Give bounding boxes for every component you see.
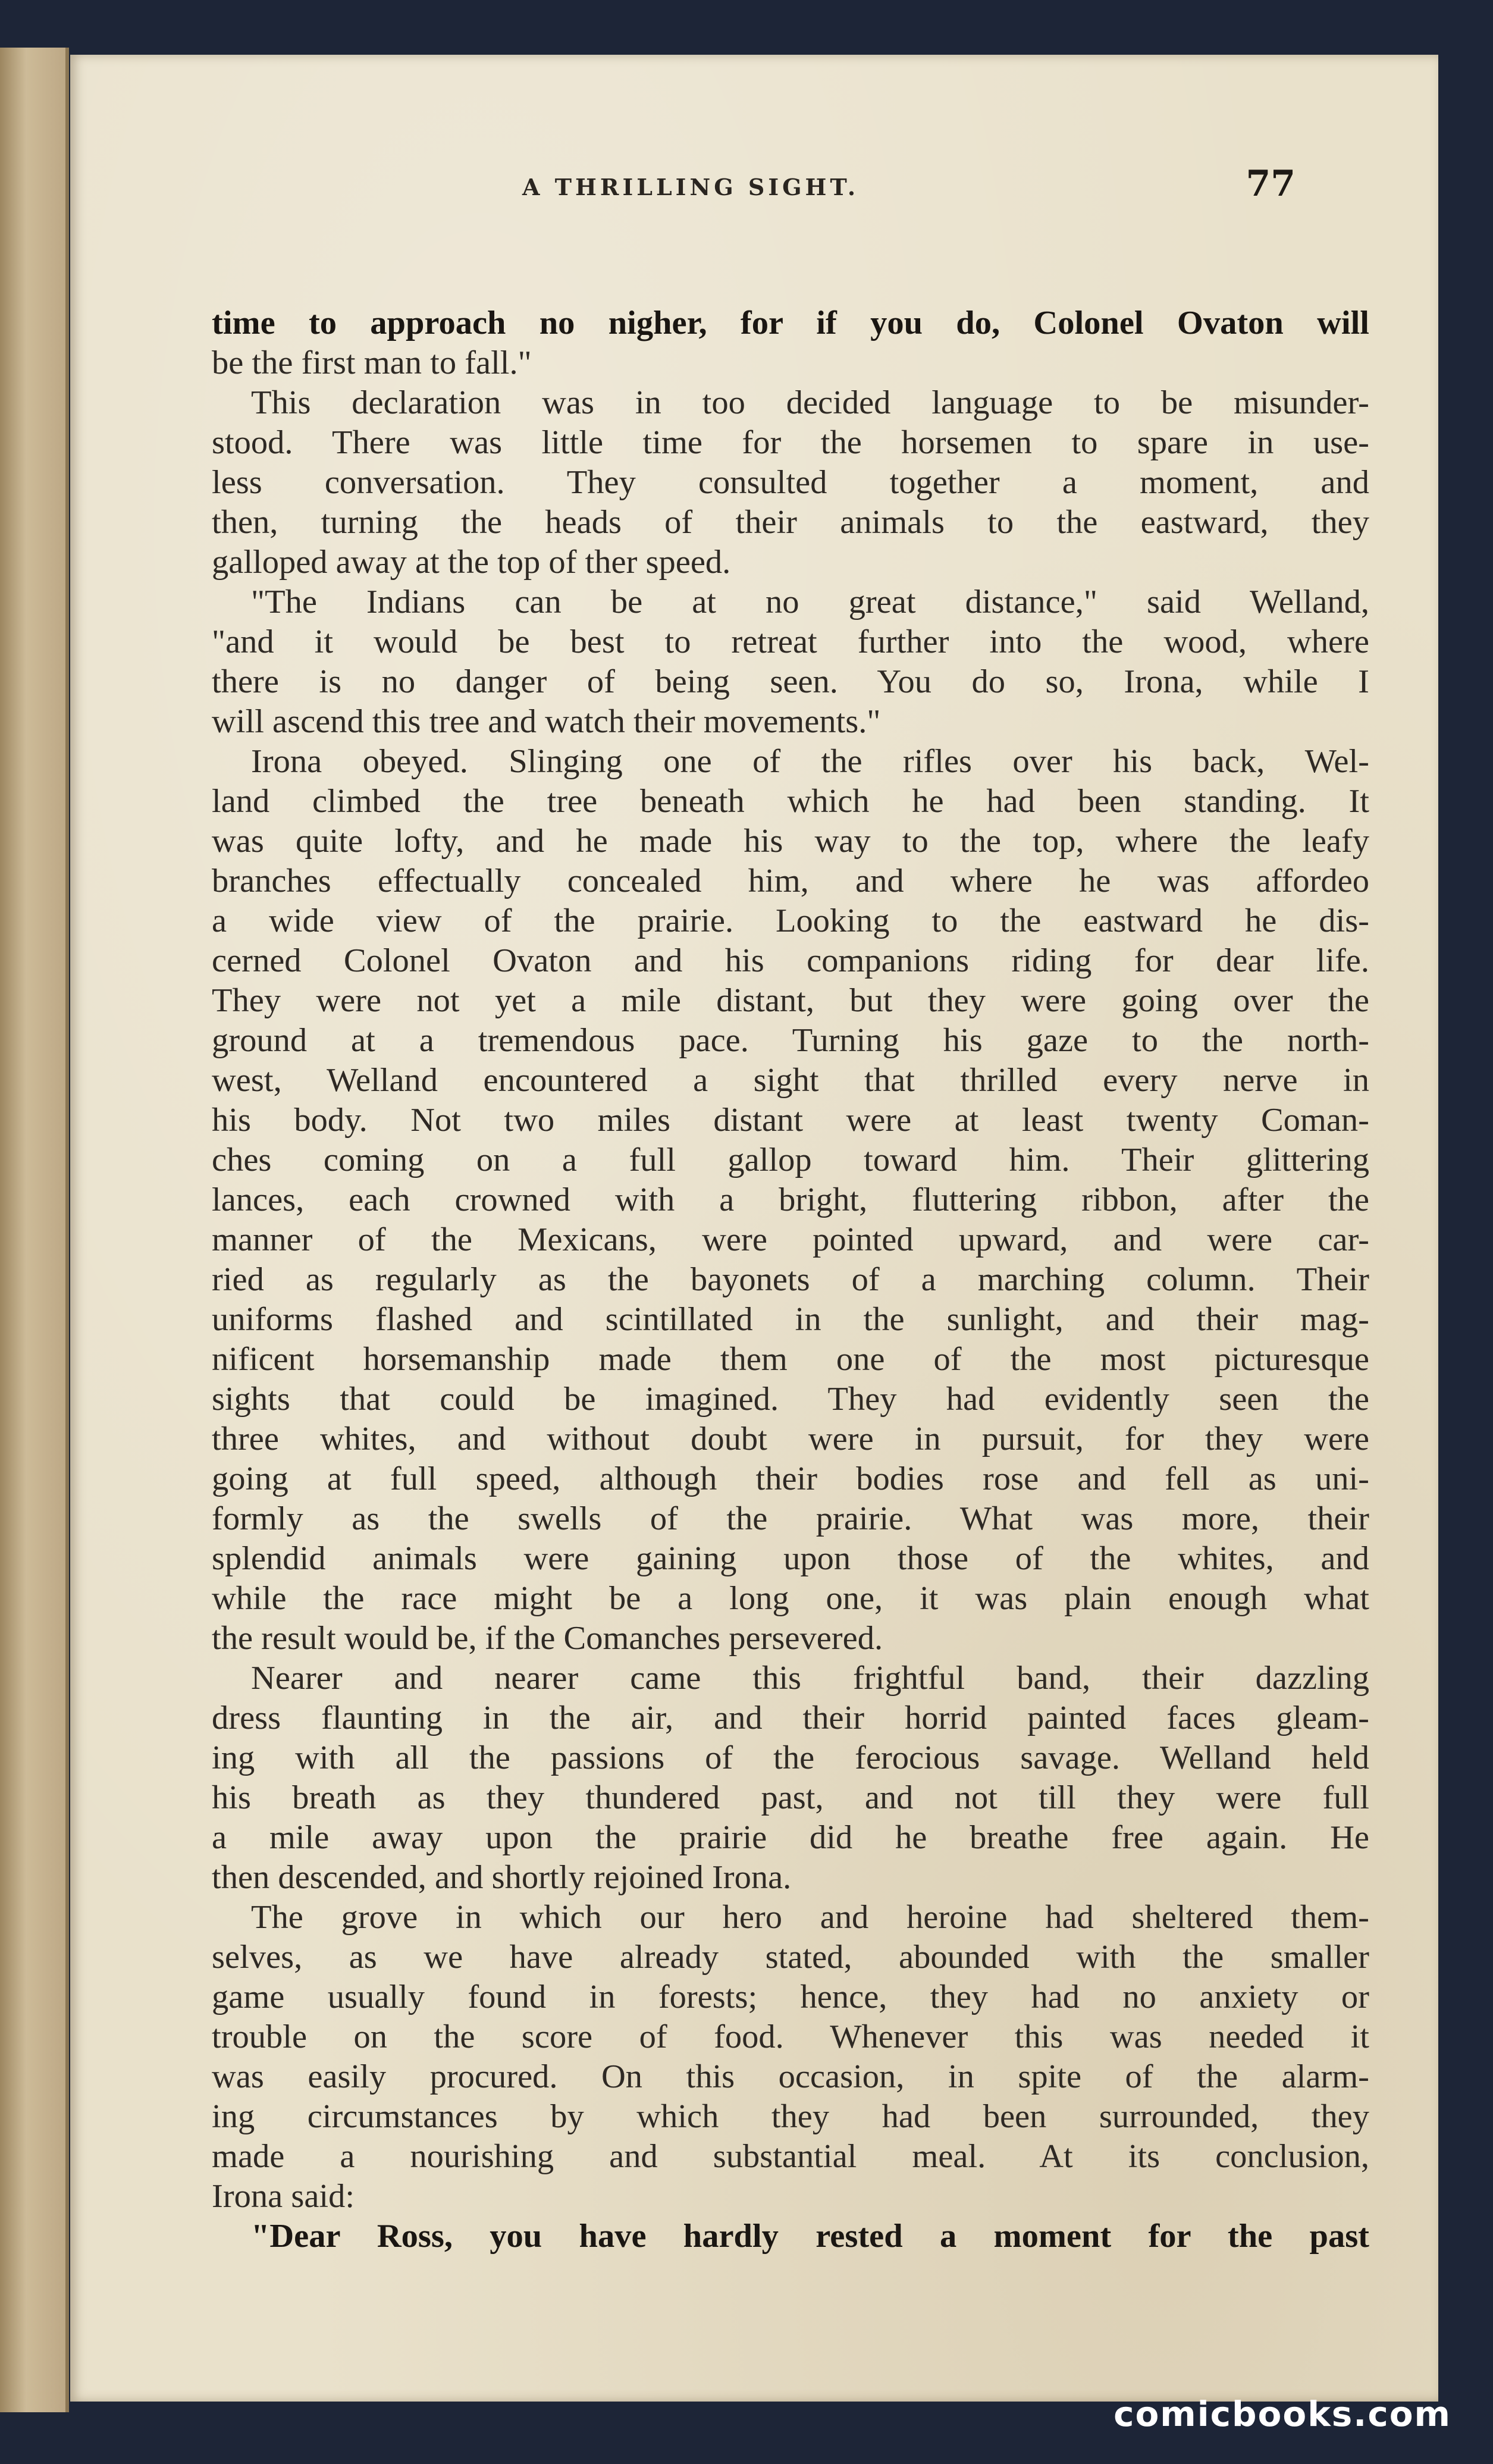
text-line: "and it would be best to retreat further into the wood, where (212, 623, 1369, 660)
text-line: while the race might be a long one, it was plain enough what (212, 1580, 1369, 1617)
text-line: there is no danger of being seen. You do so, Irona, while I (212, 663, 1369, 700)
text-line: three whites, and without doubt were in pursuit, for they were (212, 1421, 1369, 1457)
text-line: ground at a tremendous pace. Turning his gaze to the north- (212, 1022, 1369, 1059)
watermark: comicbooks.com (1114, 2394, 1451, 2434)
text-line: Nearer and nearer came this frightful band, their dazzling (251, 1660, 1369, 1697)
text-line: ing with all the passions of the ferocious savage. Welland held (212, 1739, 1369, 1776)
text-line: then, turning the heads of their animals to the eastward, they (212, 504, 1369, 541)
left-page-edge (0, 48, 69, 2412)
text-line: This declaration was in too decided language to be misunder- (251, 384, 1369, 421)
text-line: west, Welland encountered a sight that thrilled every nerve in (212, 1062, 1369, 1099)
text-line: less conversation. They consulted together a moment, and (212, 464, 1369, 501)
text-line: a wide view of the prairie. Looking to the eastward he dis- (212, 902, 1369, 939)
text-line: uniforms flashed and scintillated in the sunlight, and their mag- (212, 1301, 1369, 1338)
text-line: splendid animals were gaining upon those of the whites, and (212, 1540, 1369, 1577)
text-line: ches coming on a full gallop toward him. Their glittering (212, 1142, 1369, 1178)
text-line: The grove in which our hero and heroine had sheltered them- (251, 1899, 1369, 1936)
text-line: then descended, and shortly rejoined Irona. (212, 1859, 792, 1896)
text-line: lances, each crowned with a bright, fluttering ribbon, after the (212, 1181, 1369, 1218)
text-line: trouble on the score of food. Whenever this was needed it (212, 2018, 1369, 2055)
text-line: "Dear Ross, you have hardly rested a moment for the past (251, 2218, 1369, 2255)
text-line: nificent horsemanship made them one of the most picturesque (212, 1341, 1369, 1378)
book-page (70, 55, 1438, 2402)
text-line: a mile away upon the prairie did he breathe free again. He (212, 1819, 1369, 1856)
text-line: was easily procured. On this occasion, in spite of the alarm- (212, 2058, 1369, 2095)
text-line: "The Indians can be at no great distance," said Welland, (251, 584, 1369, 620)
text-line: the result would be, if the Comanches persevered. (212, 1620, 883, 1657)
text-line: ried as regularly as the bayonets of a marching column. Their (212, 1261, 1369, 1298)
text-line: sights that could be imagined. They had evidently seen the (212, 1381, 1369, 1418)
text-line: was quite lofty, and he made his way to the top, where the leafy (212, 823, 1369, 860)
text-line: will ascend this tree and watch their movements." (212, 703, 881, 740)
body-text (212, 303, 1369, 2256)
text-line: stood. There was little time for the horsemen to spare in use- (212, 424, 1369, 461)
text-line: They were not yet a mile distant, but they were going over the (212, 982, 1369, 1019)
page-number: 77 (1246, 163, 1296, 205)
text-line: Irona said: (212, 2178, 355, 2215)
text-line: selves, as we have already stated, abounded with the smaller (212, 1939, 1369, 1976)
text-line: land climbed the tree beneath which he had been standing. It (212, 783, 1369, 820)
text-line: formly as the swells of the prairie. What was more, their (212, 1500, 1369, 1537)
text-line: time to approach no nigher, for if you do, Colonel Ovaton will (212, 305, 1369, 341)
text-line: ing circumstances by which they had been surrounded, they (212, 2098, 1369, 2135)
text-line: Irona obeyed. Slinging one of the rifles over his back, Wel- (251, 743, 1369, 780)
text-line: be the first man to fall." (212, 344, 532, 381)
running-head: A THRILLING SIGHT. (522, 174, 860, 200)
text-line: branches effectually concealed him, and where he was affordeo (212, 863, 1369, 899)
text-line: manner of the Mexicans, were pointed upward, and were car- (212, 1221, 1369, 1258)
text-line: his body. Not two miles distant were at least twenty Coman- (212, 1102, 1369, 1139)
text-line: made a nourishing and substantial meal. At its conclusion, (212, 2138, 1369, 2175)
text-line: game usually found in forests; hence, they had no anxiety or (212, 1979, 1369, 2015)
text-line: dress flaunting in the air, and their horrid painted faces gleam- (212, 1700, 1369, 1736)
text-line: cerned Colonel Ovaton and his companions riding for dear life. (212, 942, 1369, 979)
text-line: galloped away at the top of ther speed. (212, 544, 731, 581)
text-line: his breath as they thundered past, and not till they were full (212, 1779, 1369, 1816)
text-line: going at full speed, although their bodies rose and fell as uni- (212, 1460, 1369, 1497)
